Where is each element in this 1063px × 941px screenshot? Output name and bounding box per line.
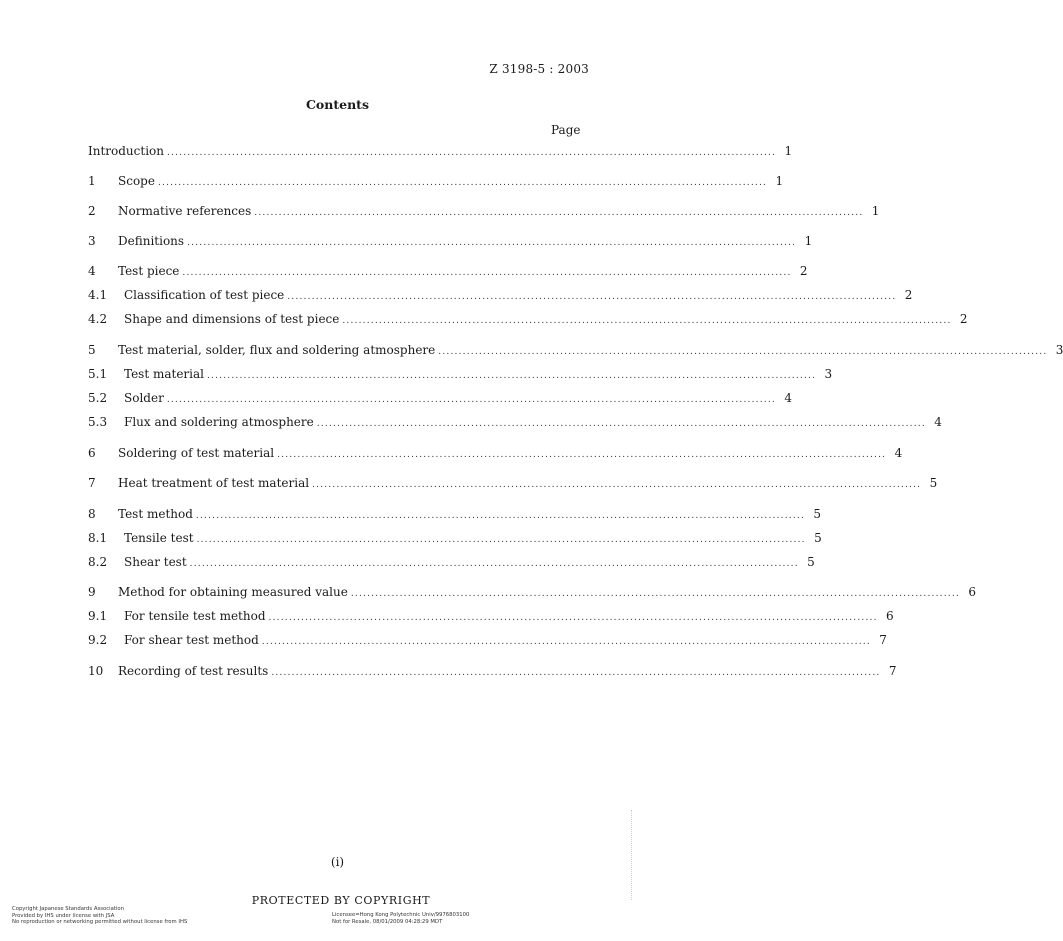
dot-leader: ...................................................................................................................................................... [271,668,881,678]
toc-entry-definitions[interactable] [88,234,813,250]
toc-entry-number: 5 [88,343,96,357]
toc-entry-number: 6 [88,446,96,460]
toc-entry-page: 1 [804,234,813,248]
toc-entry-number: 8.2 [88,555,108,569]
toc-entry-number: 5.1 [88,367,108,381]
toc-entry-page: 5 [807,555,815,569]
toc-entry-page: 2 [959,312,968,326]
toc-entry-title: Classification of test piece [124,288,285,302]
dot-leader: ...................................................................................................................................................... [342,316,952,326]
page-column-label: Page [551,123,581,137]
toc-entry-title: Normative references [118,204,252,218]
toc-entry-test-method[interactable] [88,507,822,523]
toc-entry-number: 7 [88,476,96,490]
toc-entry-test-material[interactable] [88,367,833,383]
dot-leader: ...................................................................................................................................................... [438,347,1048,357]
toc-entry-title: Definitions [118,234,185,248]
footer-line: Copyright Japanese Standards Association [12,906,125,912]
toc-entry-tensile-method[interactable] [88,609,894,625]
dot-leader: ...................................................................................................................................................... [189,559,799,569]
toc-entry-page: 1 [775,174,784,188]
toc-entry-page: 3 [824,367,833,381]
toc-entry-number: 9 [88,585,96,599]
toc-entry-title: Heat treatment of test material [118,476,310,490]
scan-edge-mark [631,810,633,900]
toc-entry-page: 4 [934,415,942,429]
toc-entry-number: 4 [88,264,96,278]
dot-leader: ...................................................................................................................................................... [254,208,864,218]
toc-entry-number: 10 [88,664,104,678]
toc-entry-number: 1 [88,174,96,188]
dot-leader: ...................................................................................................................................................... [261,637,871,647]
copyright-notice: PROTECTED BY COPYRIGHT [251,894,431,907]
toc-entry-shear-test[interactable] [88,555,815,571]
footer-line: Not for Resale, 08/01/2009 04:28:29 MDT [332,918,443,925]
footer-license-right [332,912,469,925]
toc-entry-title: Method for obtaining measured value [118,585,348,599]
toc-entry-scope[interactable] [88,174,784,190]
toc-entry-flux[interactable] [88,415,942,431]
dot-leader: ...................................................................................................................................................... [196,535,806,545]
toc-entry-title: Scope [118,174,155,188]
toc-entry-title: Introduction [88,144,164,158]
dot-leader: ...................................................................................................................................................... [277,450,887,460]
footer-license-left [12,906,187,926]
toc-entry-solder[interactable] [88,391,792,407]
footer-line: No reproduction or networking permitted without license from IHS [12,919,188,926]
toc-entry-classification[interactable] [88,288,913,304]
dot-leader: ...................................................................................................................................................... [182,268,792,278]
dot-leader: ...................................................................................................................................................... [316,419,926,429]
dot-leader: ...................................................................................................................................................... [195,511,806,521]
dot-leader: ...................................................................................................................................................... [187,238,797,248]
dot-leader: ...................................................................................................................................................... [268,613,878,623]
dot-leader: ...................................................................................................................................................... [312,480,922,490]
toc-entry-title: Solder [124,391,164,405]
toc-entry-page: 7 [888,664,897,678]
toc-entry-page: 4 [784,391,792,405]
footer-line: Provided by IHS under license with JSA [12,912,115,919]
toc-entry-number: 2 [88,204,96,218]
toc-entry-shape-dimensions[interactable] [88,312,968,328]
toc-entry-page: 5 [814,531,822,545]
dot-leader: ...................................................................................................................................................... [207,371,817,381]
toc-entry-number: 4.2 [88,312,108,326]
toc-entry-title: Test piece [118,264,180,278]
toc-entry-title: Test method [118,507,193,521]
toc-entry-page: 6 [968,585,976,599]
toc-entry-title: Soldering of test material [118,446,275,460]
toc-entry-page: 5 [929,476,938,490]
dot-leader: ...................................................................................................................................................... [287,292,897,302]
toc-entry-title: For shear test method [124,633,259,647]
footer-line: Licensee=Hong Kong Polytechnic Univ/9976803100 [332,912,470,918]
toc-entry-number: 9.1 [88,609,108,623]
dot-leader: ...................................................................................................................................................... [350,589,960,599]
toc-entry-page: 2 [904,288,913,302]
document-number: Z 3198-5 : 2003 [489,62,589,76]
toc-entry-page: 6 [886,609,894,623]
toc-entry-number: 5.2 [88,391,108,405]
toc-entry-number: 8.1 [88,531,108,545]
dot-leader: ...................................................................................................................................................... [166,395,776,405]
toc-entry-test-piece[interactable] [88,264,808,280]
toc-entry-page: 4 [894,446,903,460]
toc-entry-shear-method[interactable] [88,633,887,649]
toc-entry-page: 1 [871,204,880,218]
toc-entry-title: Test material, solder, flux and soldering atmosphere [118,343,436,357]
toc-entry-title: Flux and soldering atmosphere [124,415,314,429]
toc-entry-title: Shape and dimensions of test piece [124,312,340,326]
contents-heading: Contents [305,97,369,112]
toc-entry-heat-treatment[interactable] [88,476,938,492]
page-folio: (i) [330,855,345,869]
dot-leader: ...................................................................................................................................................... [157,178,768,188]
toc-entry-number: 9.2 [88,633,108,647]
toc-entry-title: Test material [124,367,204,381]
toc-entry-title: For tensile test method [124,609,266,623]
toc-entry-title: Recording of test results [118,664,269,678]
toc-entry-number: 5.3 [88,415,108,429]
toc-entry-number: 8 [88,507,96,521]
toc-entry-page: 3 [1055,343,1063,357]
toc-entry-number: 4.1 [88,288,108,302]
toc-entry-test-material-section[interactable] [88,343,1063,359]
toc-entry-introduction[interactable] [88,144,793,160]
toc-entry-number: 3 [88,234,96,248]
toc-entry-soldering[interactable] [88,446,903,462]
toc-entry-measured-value[interactable] [88,585,976,601]
toc-entry-page: 1 [784,144,793,158]
toc-entry-tensile-test[interactable] [88,531,822,547]
toc-entry-page: 2 [799,264,808,278]
toc-entry-page: 5 [813,507,822,521]
dot-leader: ...................................................................................................................................................... [167,148,777,158]
toc-entry-normative-references[interactable] [88,204,880,220]
toc-entry-title: Tensile test [124,531,194,545]
toc-entry-recording[interactable] [88,664,897,680]
toc-entry-page: 7 [879,633,887,647]
toc-entry-title: Shear test [124,555,187,569]
